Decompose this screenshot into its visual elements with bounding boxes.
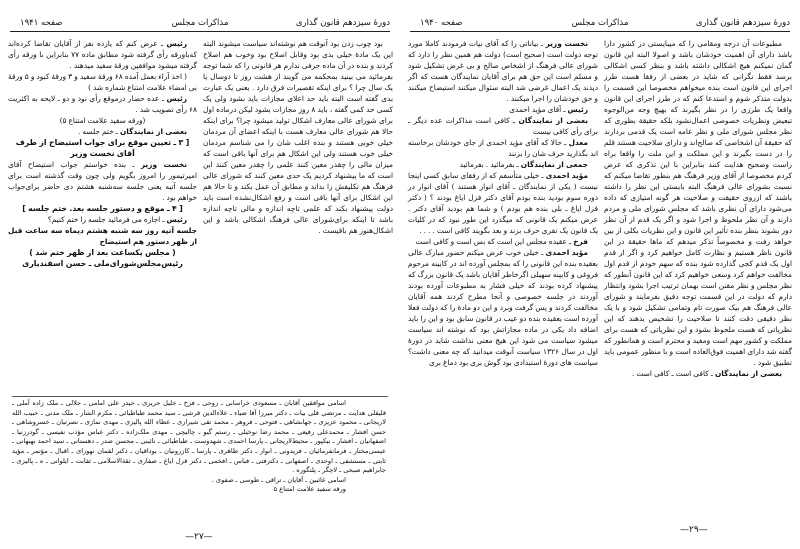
speaker-paragraph [408, 38, 598, 104]
paragraph-text: ( مجلس یکساعت بعد از ظهر ختم شد ) [29, 248, 176, 257]
page-number: —۲۷— [185, 532, 213, 542]
publication-title: مذاکرات مجلس [171, 18, 229, 28]
speaker-name: رئیس [166, 39, 187, 48]
footnote-divider [12, 396, 388, 397]
paragraph-text: [ ۴ ـ موقع و دستور جلسه بعد. ختم جلسه ] [22, 204, 183, 213]
speaker-name: رئیس [166, 94, 187, 103]
paragraph-text: ـ حالا که آقای مؤید احمدی از جای خودشان برخاسته اند بگذارید حرف شان را بزنند [408, 138, 598, 158]
paragraph-text: ـ بنده خواستم جواب استیضاح آقای امیرتیمور را امروز بگویم ولی چون وقت گذشته است برای جلسه آتیه یعنی جلسه سه‌شنبه هشتم دی حاضر برای‌جواب خواهم بود . [8, 160, 197, 202]
section-heading [8, 247, 197, 258]
speaker-name: بعضی از نمایندگان [715, 369, 782, 378]
page-header [10, 15, 390, 32]
speaker-paragraph [408, 247, 598, 368]
speaker-name: جمعی از نمایندگان [520, 160, 588, 169]
speaker-name: بعضی از نمایندگان [120, 127, 187, 136]
paragraph-text: ـ کافی است مذاکرات عده دیگر ـ برای رأی کافی نیست [408, 116, 598, 136]
paragraph-text: ـ کافی است ـ کافی است . [632, 369, 715, 378]
speaker-paragraph [8, 93, 197, 115]
page-number: —۲۹— [680, 525, 708, 535]
footnote [12, 399, 386, 495]
paragraph-text: ـ اجازه می فرمائید جلسه را ختم کنیم؟ [47, 215, 167, 224]
speaker-name: بعضی از نمایندگان [518, 116, 588, 125]
text-column-left [408, 38, 598, 368]
speaker-name: نخست وزیر [140, 160, 187, 169]
paragraph [8, 225, 197, 247]
speaker-name: فرخ [573, 237, 588, 246]
right-page [400, 0, 800, 549]
speaker-name: رئیس [567, 105, 588, 114]
paragraph-text: ـ عرض کنم که یازده نفر از آقایان تقاضا کرده‌اند که‌باورقه رأی گرفته شود مطابق ماده ۷۷ بنابراین با ورقه رأی گرفته میشود موافقین ورقهٔ سفید میدهند . [8, 39, 197, 70]
page-label: صفحه ۱۹۴۰ [420, 18, 463, 28]
speaker-paragraph [408, 115, 598, 137]
speaker-name: مؤید احمدی [545, 171, 588, 180]
paragraph-text: (ورقه سفید علامت امتناع ۵) [59, 116, 146, 125]
text-column-right [203, 38, 393, 236]
session-title: دورهٔ سیزدهم قانون گذاری [695, 18, 790, 28]
speaker-name: مؤید احمدی [545, 248, 588, 257]
speaker-paragraph [408, 137, 598, 159]
paragraph [203, 38, 393, 236]
paragraph-text: ـ بیاناتی را که آقای بیات فرمودند کاملا مورد توجه دولت است (صحیح است) دولت هم همین نظر را دارد که شورای عالی فرهنگ از اشخاص صالح و بی غرض تشکیل شود و مسلم است این حق هم برای آقایان نمایندگان هست که اگر دیدند یک اعمال غرضی شد البته سئوال میکنند استیضاح میکنند و حق خودشان را اجرا میکنند . [408, 39, 598, 103]
paragraph-text: ـ خیلی خوب عرض میکنم حضور مبارک عالی بعقیده بنده این قانونی را که بمجلس آورده اند در کابینه مرحوم فروغی و کابینه سهیلی اگرخاطر آقایان باشد یک قانون بزرگ که پیشنهاد کرده بودند که خیلی فشار به مطبوعات آورده بودند آوردند در جلسه خصوصی و آنجا مطرح کردند همه آقایان مخالفت کردند و پس گرفت وبرد و این دو مادهٔ را که دولت فعلا آورده است بعقیده بنده دو عیب در قانون سابق بود و این را باید اضافه داد یکی در ماده مجازاتش بود که نوشته اند سیاست میشود سیاست می شود این هیچ معنی نداشت شاید در دورهٔ اول در سال ۱۳۲۶ سیاست آنوقت میدانید که چه معنی داشت؟ سیاست های دورهٔ استبدادی بود گوش بری بود دماغ بری [408, 248, 598, 367]
paragraph-text: ـ بفرمائید . بفرمائید [459, 160, 521, 169]
paragraph-text: مطبوعات آن درجه ومقامی را که میبایستی در کشور دارا باشد دارای آن اهمیت خودشان باشد و اصولا البته این قانون گمان نمیکنم هیچ اشکالی داشته باشد و بنظر کسی اشکالی برسد فقط نگرانی که شاید در بعضی از رفقا هست طرز اجرای این قانون است بنده میخواهم مخصوصا این قسمت را بدولت متذکر شوم و استدعا کنم که در طرز اجرای این قانون واقعا یک طرزی را در نظر بگیرند که بهیچ وجه من‌الوجوه تبعیض ونظریات خصوصی اعمال‌نشود بلکه حقیقة بطوری که نظر مجلس شورای ملی و نظر عامه است یک قدمی بردارند که حقیقة آن اشخاصی که صالح‌اند و دارای صلاحیت هستند قلم را در دست بگیرند و این مملکت و این ملت را واقعا براه راست وصحیح هدایت کنند بنابراین با این تذکری که عرض کردم مخصوصا از آقای وزیر فرهنگ هم بنظور تقاضا میکنم که نسبت بشورای عالی فرهنگ البته بایستی این نظر را داشته باشند که ازروی حقیقت و صلاحیت هر گونه امتیازی که داده می‌شود دارای آن نظری باشد که مجلس شورای ملی و مردم دارند و آن نظر ملحوظ و اجرا شود و اگر یک قدم از آن نظر دور بشوند بنظر بنده تأثیر این قانون و این نظریات بکلی از بین خواهد رفت و مخصوصاً تذکر میدهم که ماها حقیقة در این قانون ناظر هستیم و نظارت کامل خواهیم کرد و اگر از قدم اول یک قدم کجی گذارده شود بنده که سهم خودم از قدم اول مخالفت خواهم کرد وسعی خواهیم کرد که این قانون آنطور که نظر مجلس و نظر مقنن است بهمان ترتیب اجرا بشود وانتظار دارم که دولت در این قسمت توجه دقیق بفرمایند و شورای عالی فرهنگ هم بیک صورت تام وتمامی تشکیل شود و با یک نظر دقیقی دقت کنند تا صلاحیت را تشخیص بدهند که این نظریاتی که هست ملحوظ بشود و این نظریاتی که هست برای مملکت و کشور مهم است ومفید و محترم است و همانطور که گفته شد دارای اهمیت فوق‌العاده است و با منظور عمومی باید تطبیق شود . [604, 39, 792, 367]
abstain-note: ورقه سفید علامت امتناع ۵ [273, 485, 346, 494]
paragraph-text: بود چوب زدن بود آنوقت هم نوشته‌اند سیاست میشوند البته این یک مادهٔ خیلی بدی بود وقابل اصلاح بود وخوب هم اصلاح کردند و بنده در آن ماده حرفی ندارم هر قانونی را که شما توجه بفرمائید می بینید بمحکمه می گویند از هشت روز تا دوسال یا یک سال چرا ؟ برای اینکه تقصیرات فرق دارد . یعنی یک عبارت بدی گفته است البته باید حد اعلای مجازات باید بشود ولی یک کسی حد کمی گفته ، باید ۸ روز مجازات بشود لیکن درماده اول برای شورای عالی معارف اشکال تولید میشود چرا؟ برای اینکه حالا هم شورای عالی معارف هست با اینکه اعضای آن مردمان خیلی خوبی هستند و بنده اغلب شان را می شناسم مردمان خیلی خوب هستند ولی این اشکال هم برای آنها باقی است که میزان مالی را چقدر معین کنند علمی را چقدر معین کنند این است که ما پیشنهاد کردیم یک حدی معین کنند که شورای عالی فرهنگ هم تکلیفش را بداند و مطابق آن عمل بکند و تا حالا هم این اشکال برای آنها باقی است و رفع اشکال‌نشده است باید دولت پیشنهاد بکند که علمی تاچه اندازه و مالی تاچه اندازه باشد تا اینکه برای‌شورای عالی فرهنگ اشکالی باشد و این اشکال‌هنوز هم باقیست . [203, 39, 393, 235]
paragraph-text: ـ عقیده مجلس این است که بس است و کافی است [415, 237, 574, 246]
page-label: صفحه ۱۹۴۱ [20, 18, 63, 28]
page-header [410, 15, 790, 32]
text-column-right [604, 38, 792, 379]
speaker-name: معدل [568, 138, 588, 147]
paragraph [8, 115, 197, 126]
paragraph-text: ـ آقای مؤید احمدی [509, 105, 568, 114]
section-heading [8, 203, 197, 214]
paragraph-text: ـ خیلی متأسفم که از رفقای سابق کسی اینجا نیست ( یکی از نمایندگان ـ آقای انوار هستند ) آقای انوار در دوره سوم بودید بنده بودم آقای دکتر قزل ایاغ بودند ؟ ( دکتر قزل ایاغ ـ بلی بنده هم بودم ) و شما هم بودید آقای دکتر . عرض میکنم یک قانونی که میگذرد این طور نبود که در کلیات یک قانون یک نفری حرف بزند و بعد بگویند کافی است . . . . [408, 171, 598, 235]
speaker-paragraph [408, 159, 598, 170]
speaker-paragraph [408, 104, 598, 115]
paragraph [8, 71, 197, 93]
speaker-paragraph [8, 214, 197, 225]
paragraph-text: ( اخذ آراء بعمل آمده ۶۸ ورقهٔ سفید و ۳ ورقهٔ کبود و ۵ ورقهٔ بی امضاء علامت امتناع شماره شد ) [8, 72, 197, 92]
speaker-paragraph [408, 236, 598, 247]
paragraph-text: رئیس‌مجلس‌شورای‌ملی ـ حسن اسفندیاری [22, 259, 183, 268]
paragraph [604, 38, 792, 368]
publication-title: مذاکرات مجلس [571, 18, 629, 28]
section-heading [8, 258, 197, 269]
speaker-name: نخست وزیر [545, 39, 588, 48]
paragraph-text: جلسه آتیه روز سه شنبه هشتم دیماه سه ساعت قبل از ظهر دستور هم استیضاح [8, 226, 197, 246]
absentees-list: اسامی غائبین ـ آقایان ـ تراقی ـ طوسی ـ صفوی . [211, 475, 346, 484]
speaker-paragraph [408, 170, 598, 236]
paragraph-text: [ ۳ ـ تعیین موقع برای جواب استیضاح از طرف آقای نخست وزیر [15, 138, 190, 158]
text-column-left [8, 38, 197, 269]
paragraph-text: ـ عده حضار درموقع رأی نود و دو ـ لایحه به اکثریت ۶۸ رأی تصویب شد . [8, 94, 197, 114]
speaker-name: رئیس [166, 215, 187, 224]
speaker-paragraph [8, 126, 197, 137]
speaker-paragraph [8, 159, 197, 203]
paragraph-text: ـ ختم جلسه . [78, 127, 120, 136]
session-title: دورهٔ سیزدهم قانون گذاری [295, 18, 390, 28]
approvers-list: اسامی موافقین آقایان ـ مسعودی خراسانی ـ روحی ـ فرخ ـ خلیل حریری ـ حیدر علی امامی ـ جلالی ـ ملک زاده آملی ـ قلیقلی هدایت ـ مرتضی قلی بیات ـ دکتر میرزا آقا ضیاء ـ علاءالدین قرشی ـ سید محمد طباطبائی ـ مکرم الشار ـ ملک مدنی ـ حبیب الله لاریجانی ـ محمود عزیزی ـ جهانشاهی ـ فتوحی ـ فروهر ـ محمد تقی شیرازی ـ عطاء الله پالیزی ـ مهدی نمازی ـ نصرتیان ـ خسروشاهی ـ حسن افشار ـ محمدعلی رفیعی ـ محمد رضا نوخیلی ـ رستم گیو ـ چالیچی ـ مهدی ملک‌زاده ـ دکتر عباس مؤدب نفیسی ـ گودرزنیا ـ اصفهانیان ـ افشار ـ نیکپور ـ محیط‌لاریجانی ـ پارسا احمدی ـ شهدوست ـ طباطبائی ـ نائینی ـ محسن صدر ـ دهستانی ـ سید احمد بهبهانی ـ عیسی‌مختار ـ فرمانفرمائیان ـ فریدونی ـ انوار ـ دکتر طاهری ـ پارسا ـ کازرونیان ـ بوداقیان ـ دکتر لقمان نهورای ـ اقبال ـ مؤتمر ـ مؤید ثابتی ـ مستشفی ـ اوحدی ـ اصفهانی ـ دکترفتی ـ قباس ـ افخمی ـ دکتر قزل ایاغ ـ صفاری ـ ثقة‌الاسلامی ـ ثقابت ـ ایلوانی ـ ه ـ پالیزی ـ جابراهیم صبحی ـ لاچگر ـ پلنگوره . [12, 399, 386, 475]
speaker-paragraph [604, 368, 792, 379]
section-heading [8, 137, 197, 159]
speaker-paragraph [8, 38, 197, 71]
